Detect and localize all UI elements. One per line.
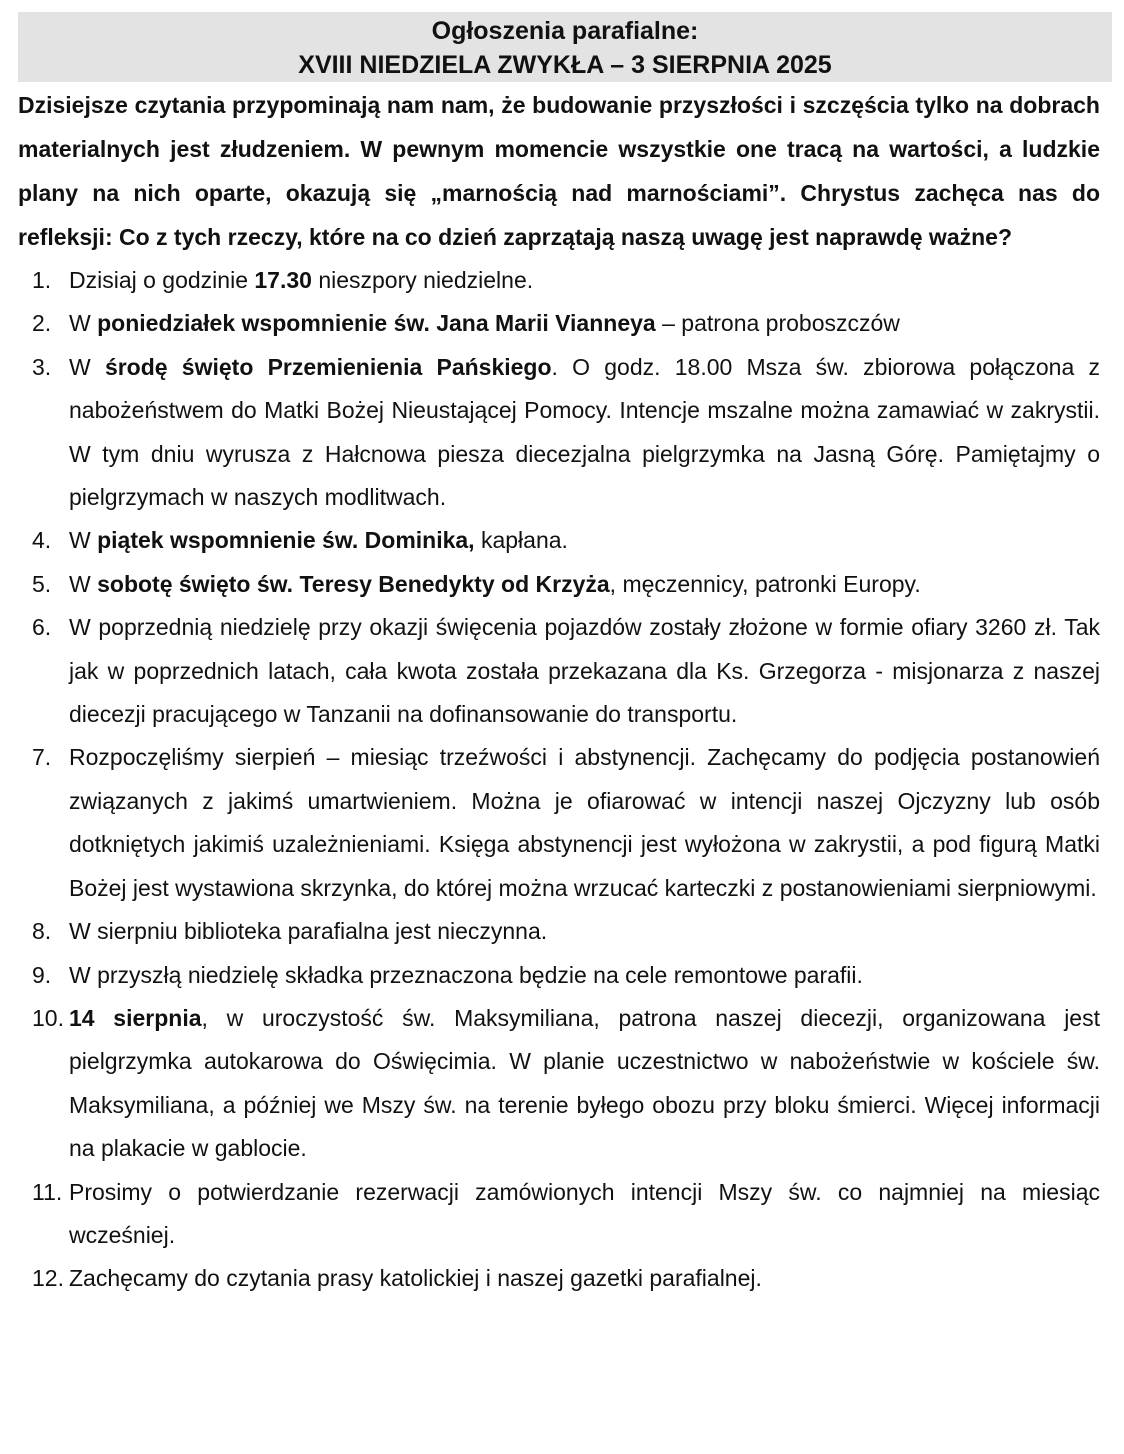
list-item <box>18 997 1112 1171</box>
announcements-list <box>18 259 1112 1301</box>
list-item-text: W przyszłą niedzielę składka przeznaczona będzie na cele remontowe parafii. <box>69 961 863 988</box>
list-item-emphasis: piątek wspomnienie św. Dominika, <box>97 527 475 554</box>
list-item <box>18 302 1112 345</box>
list-item-text: W <box>69 570 98 597</box>
list-item-text: Zachęcamy do czytania prasy katolickiej i naszej gazetki parafialnej. <box>69 1265 762 1292</box>
list-item-text: W sierpniu biblioteka parafialna jest nieczynna. <box>69 918 548 945</box>
list-item-text: . O godz. 18.00 Msza św. zbiorowa połączona z nabożeństwem do Matki Bożej Nieustającej Pomocy. Intencje mszalne można zamawiać w zakrystii. W tym dniu wyrusza z Hałcnowa piesza diecezjalna pielgrzymka na Jasną Górę. Pamiętajmy o pielgrzymach w naszych modlitwach. <box>69 353 1100 511</box>
list-item-number: 10. <box>32 1004 64 1031</box>
list-item <box>18 954 1112 997</box>
list-item-text: kapłana. <box>474 527 568 554</box>
list-item <box>18 606 1112 736</box>
list-item-number: 6. <box>32 614 52 641</box>
list-item-text: Prosimy o potwierdzanie rezerwacji zamówionych intencji Mszy św. co najmniej na miesiąc wcześniej. <box>69 1178 1100 1248</box>
list-item <box>18 346 1112 520</box>
list-item <box>18 259 1112 302</box>
list-item <box>18 1257 1112 1300</box>
list-item-text: W <box>69 310 98 337</box>
list-item-emphasis: poniedziałek wspomnienie św. Jana Marii Vianneya <box>97 310 656 337</box>
list-item-text: , męczennicy, patronki Europy. <box>609 570 921 597</box>
list-item-text: W poprzednią niedzielę przy okazji święcenia pojazdów zostały złożone w formie ofiary 3260 zł. Tak jak w poprzednich latach, cała kwota została przekazana dla Ks. Grzegorza - misjonarza z naszej diecezji pracującego w Tanzanii na dofinansowanie do transportu. <box>69 614 1100 728</box>
list-item-text: , w uroczystość św. Maksymiliana, patrona naszej diecezji, organizowana jest pielgrzymka autokarowa do Oświęcimia. W planie uczestnictwo w nabożeństwie w kościele św. Maksymiliana, a później we Mszy św. na terenie byłego obozu przy bloku śmierci. Więcej informacji na plakacie w gablocie. <box>69 1004 1100 1162</box>
header-banner <box>18 12 1112 82</box>
list-item-number: 8. <box>32 918 52 945</box>
list-item-text: Rozpoczęliśmy sierpień – miesiąc trzeźwości i abstynencji. Zachęcamy do podjęcia postanowień związanych z jakimś umartwieniem. Można je ofiarować w intencji naszej Ojczyzny lub osób dotkniętych jakimiś uzależnieniami. Księga abstynencji jest wyłożona w zakrystii, a pod figurą Matki Bożej jest wystawiona skrzynka, do której można wrzucać karteczki z postanowieniami sierpniowymi. <box>69 744 1100 901</box>
list-item-number: 11. <box>32 1178 63 1205</box>
list-item-number: 4. <box>32 527 52 554</box>
list-item-text: Dzisiaj o godzinie <box>69 267 255 293</box>
header-subtitle: XVIII NIEDZIELA ZWYKŁA – 3 SIERPNIA 2025 <box>298 51 832 79</box>
list-item-text: W <box>69 527 98 554</box>
intro-paragraph: Dzisiejsze czytania przypominają nam nam, że budowanie przyszłości i szczęścia tylko na dobrach materialnych jest złudzeniem. W pewnym momencie wszystkie one tracą na wartości, a ludzkie plany na nich oparte, okazują się „marnością nad marnościami”. Chrystus zachęca nas do refleksji: Co z tych rzeczy, które na co dzień zaprzątają naszą uwagę jest naprawdę ważne? <box>18 92 1100 250</box>
list-item-emphasis: środę święto Przemienienia Pańskiego <box>104 353 552 380</box>
list-item-text: – patrona proboszczów <box>655 310 900 337</box>
list-item-number: 3. <box>32 353 52 380</box>
list-item-emphasis: 17.30 <box>254 267 312 293</box>
list-item-text: nieszpory niedzielne. <box>311 267 534 293</box>
list-item-emphasis: sobotę święto św. Teresy Benedykty od Krzyża <box>97 570 610 597</box>
list-item-number: 12. <box>32 1265 64 1292</box>
list-item <box>18 1171 1112 1258</box>
list-item-number: 9. <box>32 961 52 988</box>
header-title: Ogłoszenia parafialne: <box>431 17 699 45</box>
list-item <box>18 563 1112 606</box>
list-item <box>18 736 1112 910</box>
list-item-number: 1. <box>32 267 52 293</box>
list-item-number: 5. <box>32 570 52 597</box>
list-item-number: 2. <box>32 310 52 337</box>
list-item-text: W <box>69 353 105 380</box>
list-item-emphasis: 14 sierpnia <box>69 1004 202 1031</box>
list-item <box>18 519 1112 562</box>
list-item-number: 7. <box>32 744 52 771</box>
list-item <box>18 910 1112 953</box>
